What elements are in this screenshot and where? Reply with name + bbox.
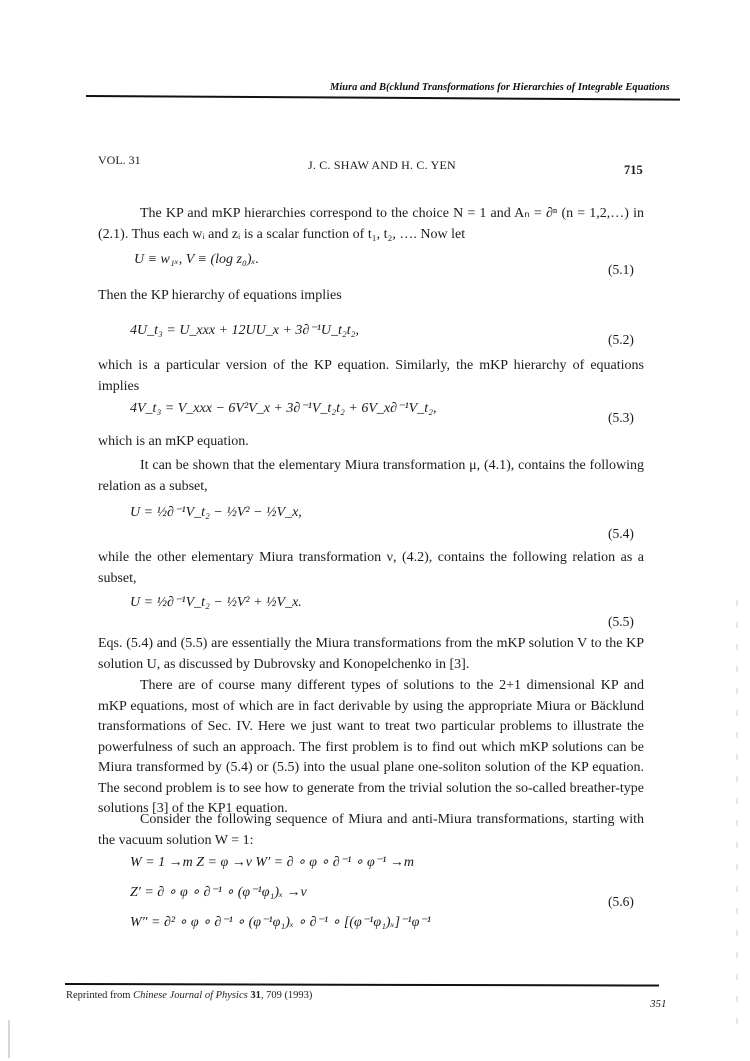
equation-label: (5.2) xyxy=(608,332,634,347)
running-head: Miura and B(cklund Transformations for Hierarchies of Integrable Equations xyxy=(330,82,670,93)
equation-5-4: U = ½∂⁻¹V_t₂ − ½V² − ½V_x, xyxy=(130,505,302,520)
reprint-notice xyxy=(66,990,312,1001)
equation-label: (5.5) xyxy=(608,614,634,629)
paragraph: Consider the following sequence of Miura and anti-Miura transformations, starting with the vacuum solution W = 1: xyxy=(98,812,644,848)
equation-label: (5.3) xyxy=(608,410,634,425)
scan-artifact xyxy=(8,1020,10,1058)
paragraph: which is an mKP equation. xyxy=(98,434,249,449)
paragraph: while the other elementary Miura transformation ν, (4.2), contains the following relation as a subset, xyxy=(98,550,644,586)
equation-label: (5.1) xyxy=(608,262,634,277)
equation-5-1 xyxy=(134,252,259,268)
paragraph: which is a particular version of the KP equation. Similarly, the mKP hierarchy of equations implies xyxy=(98,358,644,394)
journal-volume: 31 xyxy=(250,990,261,1001)
equation-5-3: 4V_t₃ = V_xxx − 6V²V_x + 3∂⁻¹V_t₂t₂ + 6V_x∂⁻¹V_t₂, xyxy=(130,401,437,416)
volume-label: VOL. 31 xyxy=(98,153,141,167)
reprint-prefix: Reprinted from xyxy=(66,990,134,1001)
paragraph: There are of course many different types of solutions to the 2+1 dimensional KP and mKP equations, most of which are in fact derivable by using the appropriate Miura or Bäcklund transformations of Sec. IV. Here we just want to treat two particular problems to illustrate the powerfulness of such an approach. The first problem is to find out which mKP solutions can be Miura transformed by (5.4) or (5.5) into the usual plane one-soliton solution of the KP equation. The second problem is to see how to generate from the trivial solution the so-called breather-type solutions [3] of the KP1 equation. xyxy=(98,678,644,816)
equation-5-6-line-2: Z′ = ∂ ∘ φ ∘ ∂⁻¹ ∘ (φ⁻¹φ₁)ₓ →ν xyxy=(130,885,307,900)
paragraph: It can be shown that the elementary Miura transformation μ, (4.1), contains the following relation as a subset, xyxy=(98,458,644,494)
paragraph-text: The KP and mKP hierarchies correspond to the choice N = 1 and Aₙ = ∂ⁿ (n = 1,2,…) in (2.1). Thus each wᵢ and zᵢ is a scalar function of t₁, t₂, …. Now let xyxy=(98,206,644,242)
journal-name: Chinese Journal of Physics xyxy=(133,990,248,1001)
equation-5-5: U = ½∂⁻¹V_t₂ − ½V² + ½V_x. xyxy=(130,595,302,610)
header-rule xyxy=(86,95,680,101)
journal-page-number: 715 xyxy=(624,163,643,177)
book-page-number: 351 xyxy=(650,998,667,1010)
paragraph: Then the KP hierarchy of equations implies xyxy=(98,288,342,303)
equation-text: U ≡ w₁ₓ, V ≡ (log z₀)ₓ. xyxy=(134,252,259,267)
equation-5-2: 4U_t₃ = U_xxx + 12UU_x + 3∂⁻¹U_t₂t₂, xyxy=(130,323,360,338)
equation-5-6-line-1: W = 1 →m Z = φ →ν W′ = ∂ ∘ φ ∘ ∂⁻¹ ∘ φ⁻¹ →m xyxy=(130,855,414,870)
equation-5-6-line-3: W″ = ∂² ∘ φ ∘ ∂⁻¹ ∘ (φ⁻¹φ₁)ₓ ∘ ∂⁻¹ ∘ [(φ⁻¹φ₁)ₓ]⁻¹φ⁻¹ xyxy=(130,915,431,930)
journal-citation: , 709 (1993) xyxy=(260,990,313,1001)
authors: J. C. SHAW AND H. C. YEN xyxy=(308,158,456,172)
paragraph-intro xyxy=(98,204,644,245)
paragraph: Eqs. (5.4) and (5.5) are essentially the Miura transformations from the mKP solution V to the KP solution U, as discussed by Dubrovsky and Konopelchenko in [3]. xyxy=(98,636,644,672)
equation-label: (5.6) xyxy=(608,894,634,909)
footer-rule xyxy=(65,983,659,987)
equation-label: (5.4) xyxy=(608,526,634,541)
scan-artifact xyxy=(736,600,738,1030)
